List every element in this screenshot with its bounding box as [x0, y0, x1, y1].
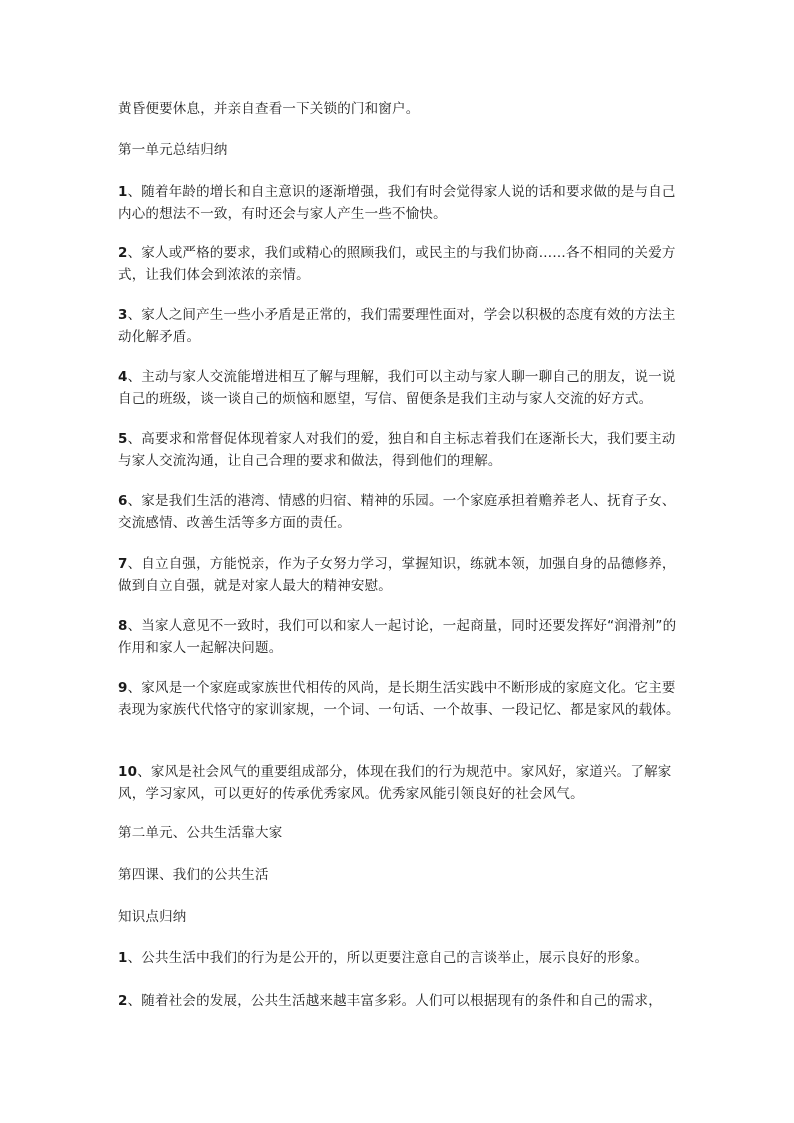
section-heading: 第二单元、公共生活靠大家	[118, 825, 283, 841]
list-item: 2、随着社会的发展，公共生活越来越丰富多彩。人们可以根据现有的条件和自己的需求，	[118, 993, 662, 1009]
list-item: 2、家人或严格的要求，我们或精心的照顾我们，或民主的与我们协商……各不相同的关爱方式，让我们体会到浓浓的亲情。	[118, 245, 676, 283]
list-item: 1、公共生活中我们的行为是公开的，所以更要注意自己的言谈举止，展示良好的形象。	[118, 950, 649, 966]
list-item: 3、家人之间产生一些小矛盾是正常的，我们需要理性面对，学会以积极的态度有效的方法主动化解矛盾。	[118, 307, 676, 345]
list-item: 10、家风是社会风气的重要组成部分，体现在我们的行为规范中。家风好，家道兴。了解家风，学习家风，可以更好的传承优秀家风。优秀家风能引领良好的社会风气。	[118, 764, 672, 802]
list-item: 4、主动与家人交流能增进相互了解与理解，我们可以主动与家人聊一聊自己的朋友，说一说自己的班级，谈一谈自己的烦恼和愿望，写信、留便条是我们主动与家人交流的好方式。	[118, 369, 676, 407]
list-item: 1、随着年龄的增长和自主意识的逐渐增强，我们有时会觉得家人说的话和要求做的是与自己内心的想法不一致，有时还会与家人产生一些不愉快。	[118, 184, 676, 222]
section-heading: 第一单元总结归纳	[118, 142, 228, 158]
section-heading: 知识点归纳	[118, 909, 187, 925]
list-item: 5、高要求和常督促体现着家人对我们的爱，独自和自主标志着我们在逐渐长大，我们要主动与家人交流沟通，让自己合理的要求和做法，得到他们的理解。	[118, 431, 676, 469]
list-item: 6、家是我们生活的港湾、情感的归宿、精神的乐园。一个家庭承担着赡养老人、抚育子女、交流感情、改善生活等多方面的责任。	[118, 493, 676, 531]
list-item: 8、当家人意见不一致时，我们可以和家人一起讨论，一起商量，同时还要发挥好“润滑剂”的作用和家人一起解决问题。	[118, 618, 677, 656]
list-item: 7、自立自强，方能悦亲，作为子女努力学习，掌握知识，练就本领，加强自身的品德修养，做到自立自强，就是对家人最大的精神安慰。	[118, 556, 676, 594]
list-item: 9、家风是一个家庭或家族世代相传的风尚，是长期生活实践中不断形成的家庭文化。它主要表现为家族代代恪守的家训家规，一个词、一句话、一个故事、一段记忆、都是家风的载体。	[118, 680, 680, 718]
section-heading: 第四课、我们的公共生活	[118, 867, 269, 883]
paragraph-text: 黄昏便要休息，并亲自查看一下关锁的门和窗户。	[118, 101, 420, 117]
